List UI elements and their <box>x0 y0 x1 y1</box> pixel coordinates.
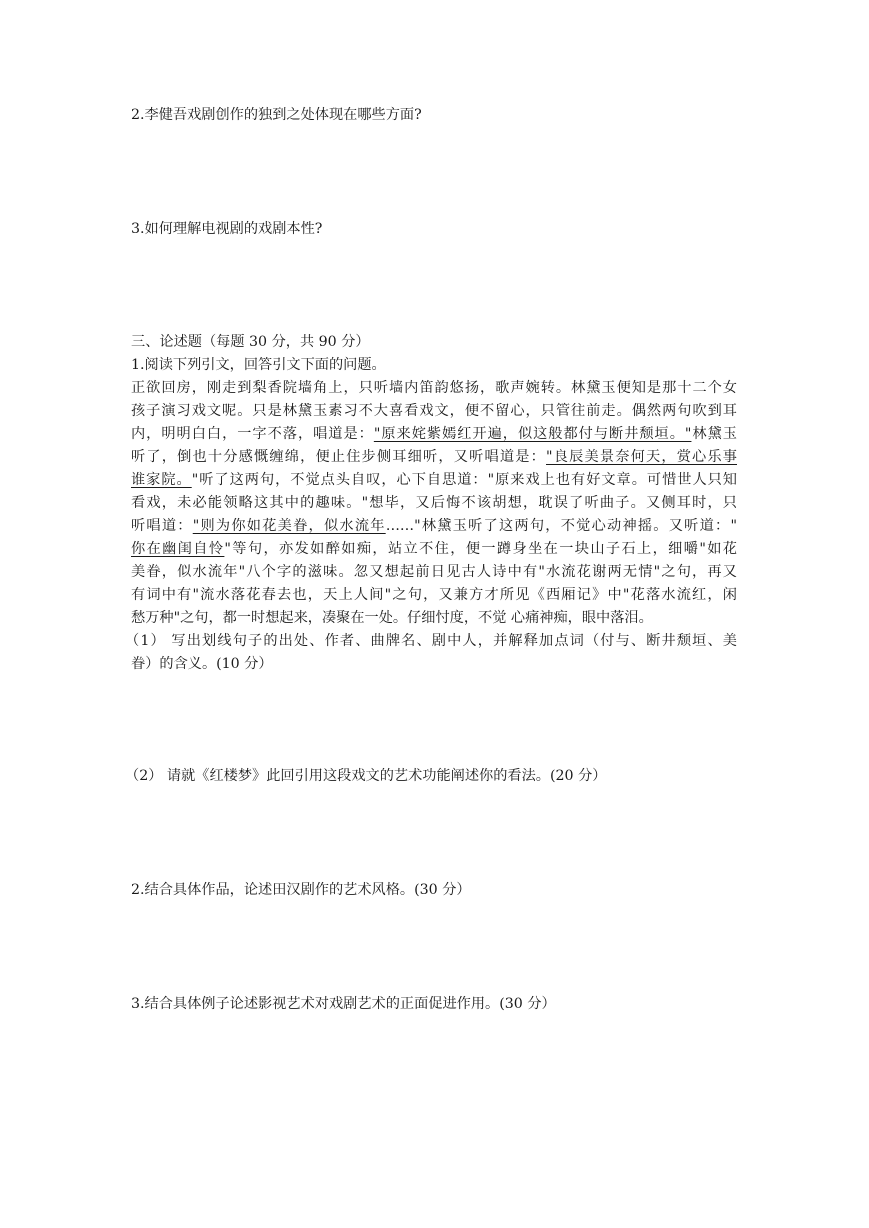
passage-text: 听了，倒也十分感慨缠绵，便止住步侧耳细听，又听唱道是： <box>131 449 547 465</box>
underlined-quote: 谁家院。 <box>131 472 192 488</box>
underlined-quote: 你在幽闺自怜 <box>131 541 225 557</box>
question-2-lijianwu: 2.李健吾戏剧创作的独到之处体现在哪些方面? <box>131 107 422 123</box>
passage-line-7 <box>131 515 737 538</box>
passage-text: 林黛玉 <box>691 426 737 442</box>
passage-line-2: 孩子演习戏文呢。只是林黛玉素习不大喜看戏文，便不留心，只管往前走。偶然两句吹到耳 <box>131 403 737 419</box>
underlined-quote: "则为你如花美眷，似水流年 <box>192 518 386 534</box>
sub-question-1-cont: 眷）的含义。(10 分） <box>131 656 273 672</box>
passage-line-10: 有词中有"流水落花春去也，天上人间"之句，又兼方才所见《西厢记》中"花落水流红，闲 <box>131 587 737 603</box>
passage-line-8 <box>131 538 737 561</box>
passage-line-6: 看戏，未必能领略这其中的趣味。"想毕，又后悔不该胡想，耽误了听曲子。又侧耳时，只 <box>131 495 737 511</box>
passage-text: "等句，亦发如醉如痴，站立不住，便一蹲身坐在一块山子石上，细嚼"如花 <box>224 541 737 557</box>
sub-question-2: （2） 请就《红楼梦》此回引用这段戏文的艺术功能阐述你的看法。(20 分） <box>125 768 607 784</box>
passage-line-3 <box>131 423 737 446</box>
passage-line-11: 愁万种"之句，都一时想起来，凑聚在一处。仔细忖度，不觉 心痛神痴，眼中落泪。 <box>131 610 653 626</box>
passage-text: 内，明明白白，一字不落，唱道是： <box>131 426 374 442</box>
passage-line-4 <box>131 446 737 469</box>
underlined-quote: "原来姹紫嫣红开遍，似这般都付与断井颓垣。" <box>373 426 692 442</box>
underlined-quote: "良辰美景奈何天，赏心乐事 <box>546 449 737 465</box>
question-3-film-tv: 3.结合具体例子论述影视艺术对戏剧艺术的正面促进作用。(30 分） <box>131 996 556 1012</box>
passage-text: 听唱道： <box>131 518 193 534</box>
passage-line-5 <box>131 469 737 492</box>
passage-text: ……"林黛玉听了这两句，不觉心动神摇。又听道：" <box>385 518 737 534</box>
passage-line-9: 美眷，似水流年"八个字的滋味。忽又想起前日见古人诗中有"水流花谢两无情"之句，再又 <box>131 564 737 580</box>
section-3-heading: 三、论述题（每题 30 分，共 90 分） <box>131 334 370 350</box>
question-3-tv-drama: 3.如何理解电视剧的戏剧本性? <box>131 221 323 237</box>
passage-line-1: 正欲回房，刚走到梨香院墙角上，只听墙内笛韵悠扬，歌声婉转。林黛玉便知是那十二个女 <box>131 380 737 396</box>
sub-question-1: （1） 写出划线句子的出处、作者、曲牌名、剧中人，并解释加点词（付与、断井颓垣、美 <box>125 633 737 649</box>
passage-text: "听了这两句，不觉点头自叹，心下自思道："原来戏上也有好文章。可惜世人只知 <box>191 472 737 488</box>
question-2-tianhan: 2.结合具体作品，论述田汉剧作的艺术风格。(30 分） <box>131 882 471 898</box>
section-3-q1-intro: 1.阅读下列引文，回答引文下面的问题。 <box>131 357 386 373</box>
